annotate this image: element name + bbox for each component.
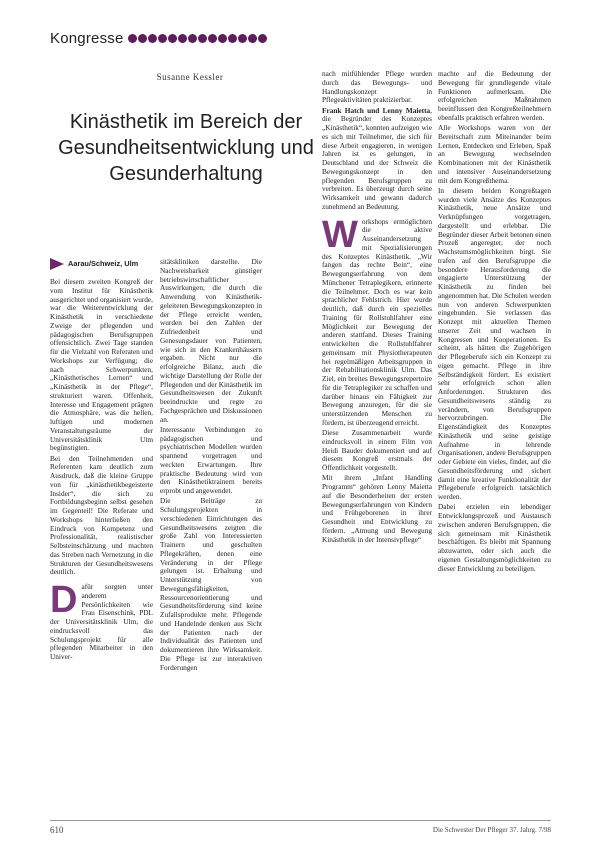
text-column-3 — [322, 70, 432, 805]
paragraph: In diesem beiden Kongreßtagen wurden viele Ansätze des Konzeptes Kinästhetik, neue Ansätze und Verknüpfungen vorgetragen, dargestellt und erlebbar. Die Begründer dieser Arbeit betonen einen Prozeß angeregter, der noch Wachstumsmöglichkeiten birgt. Sie trafen auf den Berufsgruppe die besondere Herausforderung die engagierte Unterstützung der Kinästhetik zu finden bei angenommen hat. Die Schulen werden nun von anderen Schwerpunkten eingebunden. Sie verlassen das Konzept mit aktuellen Themen unserer Zeit und wachsen in Kongressen und Kooperationen. Es scheint, als hätten die Zugehörigen der Pflegeberufe sich ein Konzept zu eigen gemacht. Pflege in ihre Selbständigkeit fördert. Es existiert sehr erfolgreich schon allen Anforderungen. Strukturen des Gesundheitswesens ständig zu verändern, von Berufsgruppen hervorzubringen. Die Eigenständigkeit des Konzeptes Kinästhetik und seine geistige Aufnahme in lehrende Organisationen, andere Berufsgruppen oder Gebiete ein vieles, findet, auf die Gesundheitsförderung und sichert damit eine kreative Funktionalität der Pflegeberufe erfolgreich tatsächlich werden. — [438, 185, 551, 501]
decorative-dot — [168, 34, 177, 43]
dropcap: D — [50, 579, 78, 621]
decorative-dot — [128, 34, 137, 43]
paragraph: machte auf die Bedeutung der Bewegung für grundlegende vitale Funktionen aufmerksam. Die erfolgreichen Maßnahmen beeinflussen den Kongreßteilnehmern ebenfalls praktisch erfahren werden. — [438, 70, 551, 122]
decorative-dot — [178, 34, 187, 43]
page-number: 610 — [50, 825, 64, 835]
paragraph-with-dropcap — [322, 213, 432, 428]
journal-reference: Die Schwester Der Pfleger 37. Jahrg. 7/98 — [432, 826, 551, 834]
decorative-dot — [218, 34, 227, 43]
title-line-1: Kinästhetik im Bereich der — [69, 111, 303, 134]
paragraph: Diese Zusammenarbeit wurde eindrucksvoll in einem Film von Heidi Bauder dokumentiert und auf diesem Kongreß erstmals der Öffentlichkeit vorgestellt. — [322, 428, 432, 472]
paragraph: Bei diesem zweiten Kongreß der vom Institut für Kinästhetik ausgerichtet und organisiert wurde, war die Weiterentwicklung der Kinästhetik in verschiedene Zweige der pflegenden und pädagogischen Berufsgruppen offensichtlich. Zwei Tage standen für die Vielzahl von Referaten und Workshops zur Verfügung; die nach Schwerpunkten, „Kinästhetisches Lernen“ und „Kinästhetik in der Pflege“, strukturiert waren. Offenheit, Interesse und Engagement prägten die Atmosphäre, was die hellen, luftigen und modernen Veranstaltungsräume der Universitätsklinik Ulm begünstigten. — [50, 277, 153, 453]
paragraph: Interessante Verbindungen zu pädagogischen und psychiatrischen Modellen wurden spannend vorgetragen und weckten Erwartungen. Ihre praktische Bedeutung wird von den Kinästhetiktrainern bereits erprobt und angewendet. — [160, 424, 262, 495]
dropcap: W — [322, 213, 358, 256]
decorative-dot — [148, 34, 157, 43]
decorative-dot — [188, 34, 197, 43]
paragraph: Dabei erzielen ein lebendiger Entwicklungsprozeß und Austausch zwischen anderen Berufsgruppen, die sich gemeinsam mit Kinästhetik beschäftigen. Es bleibt mit Spannung abzuwarten, oder sich auch die eigenen Gestaltungsmöglichkeiten zu dieser Entwicklung zu beteiligen. — [438, 502, 551, 573]
dateline — [50, 258, 153, 270]
text-column-2 — [160, 258, 262, 793]
dateline-text: Aarau/Schweiz, Ulm — [68, 258, 139, 268]
dateline-arrow-icon — [50, 258, 64, 270]
title-line-2: Gesundheitsentwicklung und — [58, 137, 314, 160]
page-footer — [50, 824, 551, 836]
founders-names: Frank Hatch und Lenny Maietta — [322, 105, 431, 115]
paragraph: Die Beiträge zu Schulungsprojekten in verschiedenen Einrichtungen des Gesundheitswesens zeigten die große Zahl von Interessierten Trainern und geschulten Pflegekräften, denen eine Veränderung in der Pflege gelungen ist. Erhaltung und Unterstützung von Bewegungsfähigkeiten, Ressourcenorientierung und Gesundheitsförderung sind keine Zufallsprodukte mehr. Pflegende und Handelnde denken aus Sicht der Patienten nach der Individualität des Patienten und dokumentieren ihre Wirksamkeit. Die Pflege ist zur interaktiven Forderungen — [160, 496, 262, 672]
decorative-dot — [228, 34, 237, 43]
text-column-1 — [50, 258, 153, 793]
paragraph-text: afür sorgten unter anderem Persönlichkeiten wie Frau Eisenschink, PDL der Universitätsklinik Ulm, die eindrucksvoll das Schulungsprojekt für alle pflegenden Mitarbeiter in den Univer- — [50, 582, 153, 661]
paragraph — [322, 107, 432, 212]
title-line-3: Gesunderhaltung — [109, 163, 263, 186]
article-title — [52, 109, 320, 187]
decorative-dot — [238, 34, 247, 43]
decorative-dot — [198, 34, 207, 43]
decorative-dot — [208, 34, 217, 43]
section-title: Kongresse — [50, 29, 124, 47]
paragraph: Mit ihrem „Infant Handling Programm“ gehören Lenny Maietta auf die Besonderheiten der ersten Bewegungserfahrungen von Kindern und Frühgeborenen in ihrer Gesundheit und Entwicklung zu fördern. „Atmung und Bewegung Kinästhetik in der Intensivpflege“ — [322, 473, 432, 544]
author-byline: Susanne Kessler — [156, 72, 224, 82]
decorative-dot — [248, 34, 257, 43]
text-column-4 — [438, 70, 551, 805]
decorative-dot — [258, 34, 267, 43]
decorative-dot — [138, 34, 147, 43]
paragraph-text: , die Begründer des Konzeptes „Kinästhetik“, konnten aufzeigen wie es sich mit Teilnehmer, die sich für diese Arbeit engagieren, in wenigen Jahren ist es gelungen, in Deutschland und der Schweiz die Bewegungskonzept in den pflegenden Berufsgruppen zu verbreiten. Es überzeugt durch seine Wirksamkeit und gewann dadurch zunehmend an Bedeutung. — [322, 105, 432, 211]
paragraph: nach mitfühlender Pflege wurden durch das Bewegungs- und Handlungskonzept in Pflegeaktivitäten praktizierbar. — [322, 70, 432, 105]
paragraph: Alle Workshops waren von der Bereitschaft zum Miteinander beim Lernen, Entdecken und Erleben, Spaß an Bewegung wechselnden Kombinationen mit der Kinästhetik und intensiver Auseinandersetzung mit dem Kongreßthema. — [438, 123, 551, 185]
section-dots-decoration — [128, 34, 268, 43]
footer-rule — [50, 820, 551, 821]
paragraph-text: orkshops ermöglichten die aktive Auseinandersetzung mit Spezialisierungen des Konzeptes Kinästhetik. „Wir fangen das rechte Bein“, eine Bewegungserfahrung von dem Münchener Tetraplegikern, erinnerte die Teilnehmer. Doch es war kein sprachlicher Fehlstrich. Hier wurde deutlich, daß durch ein spezielles Training für Rollstuhlfahrer eine Möglichkeit zur Bewegung der anderen stattfand. Dieses Training entwickelten die Rollstuhlfahrer gemeinsam mit Physiotherapeuten bei regelmäßigen Arbeitsgruppen in der Rehabilitationsklinik Ulm. Das Ziel, ein breites Bewegungsrepertoire für die Tetraplegiker zu schaffen und darüber hinaus ein Fähigkeit zur Bewegung anzuregen, für die sie unterstützenden Menschen zu fördern, ist überzeugend erreicht. — [322, 216, 432, 427]
paragraph: sitätskliniken darstellte. Die Nachweisbarkeit günstiger betriebswirtschaftlicher Auswirkungen, die durch die Anwendung von Kinästhetik-geleiteten Bewegungskonzepten in der Pflege erreicht werden, wurden bei den Zahlen der Zufriedenheit und Genesungsdauer von Patienten, wie sich in den Krankenhäusern ergaben. Nicht nur die erfolgreiche Bilanz, auch die wichtige Darstellung der Rolle der Pflegenden und der Kinästhetik im Gesundheitswesen der Zukunft beeindruckte und regte zu Fachgesprächen und Diskussionen an. — [160, 258, 262, 424]
paragraph: Bei den Teilnehmenden und Referenten kam deutlich zum Ausdruck, daß die kleine Gruppe von für „kinästhetikbegeisterte Insider“, die sich zu Fortbildungsbeginn selbst gesehen im Gegenteil! Die Referate und Workshops hinterließen den Eindruck von Kompetenz und Professionalität, realistischer Selbsteinschätzung und machten das Streben nach Vernetzung in die Strukturen der Gesundheitswesens deutlich. — [50, 453, 153, 577]
section-header — [50, 28, 268, 48]
decorative-dot — [158, 34, 167, 43]
paragraph-with-dropcap — [50, 579, 153, 662]
